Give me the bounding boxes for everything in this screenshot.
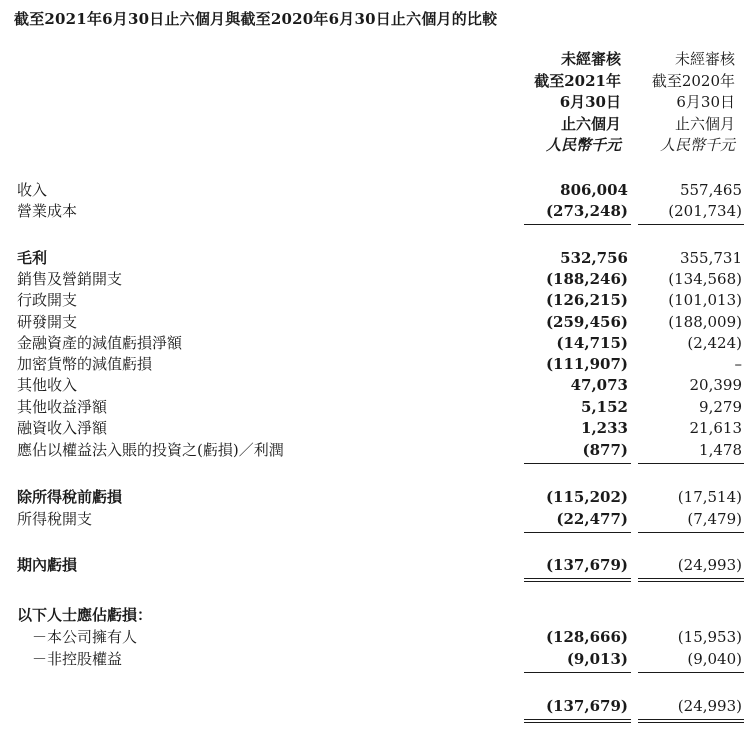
- row-label: 金融資產的減值虧損淨額: [17, 334, 183, 352]
- column-header-line: 6月30日: [559, 93, 621, 111]
- value-2021: 1,233: [581, 419, 628, 437]
- double-underline-rule: [638, 578, 744, 579]
- row-other-gains: [0, 397, 755, 418]
- value-2020: (24,993): [677, 556, 742, 574]
- value-2020: (134,568): [668, 270, 742, 288]
- row-label: 其他收益淨額: [17, 398, 108, 416]
- row-revenue: [0, 180, 755, 201]
- row-loss-before-tax: [0, 487, 755, 508]
- value-2021: 5,152: [581, 398, 628, 416]
- value-2021: (128,666): [545, 628, 628, 646]
- row-owners: [0, 627, 755, 648]
- value-2021: (877): [582, 441, 628, 459]
- column-header-line: 人民幣千元: [545, 136, 621, 154]
- row-label: 研發開支: [17, 313, 78, 331]
- column-header-2020: [617, 49, 735, 157]
- value-2020: –: [734, 355, 742, 373]
- column-header-2021: [503, 49, 621, 157]
- value-2021: (273,248): [545, 202, 628, 220]
- value-2021: 47,073: [570, 376, 628, 394]
- column-header-line: 人民幣千元: [659, 136, 735, 154]
- value-2020: (24,993): [677, 697, 742, 715]
- column-header-line: 止六個月: [560, 114, 621, 133]
- row-label: 行政開支: [17, 291, 78, 309]
- row-label: －本公司擁有人: [32, 628, 138, 646]
- value-2020: 21,613: [689, 419, 742, 437]
- value-2020: 9,279: [699, 398, 742, 416]
- double-underline-rule: [524, 722, 631, 723]
- row-cost-of-revenue: [0, 201, 755, 222]
- page-title: 截至2021年6月30日止六個月與截至2020年6月30日止六個月的比較: [14, 10, 498, 28]
- underline-rule: [638, 672, 744, 673]
- value-2020: (15,953): [677, 628, 742, 646]
- row-admin-expenses: [0, 290, 755, 311]
- double-underline-rule: [638, 719, 744, 720]
- value-2020: 557,465: [679, 181, 742, 199]
- column-header-line: 止六個月: [674, 114, 735, 133]
- row-finance-income: [0, 418, 755, 439]
- value-2021: (259,456): [545, 313, 628, 331]
- value-2020: (9,040): [687, 650, 742, 668]
- row-label: 收入: [17, 181, 48, 199]
- value-2021: (137,679): [545, 697, 628, 715]
- value-2021: (22,477): [556, 510, 628, 528]
- column-header-line: 未經審核: [560, 50, 621, 68]
- value-2020: (201,734): [668, 202, 742, 220]
- row-label: 除所得稅前虧損: [17, 488, 123, 506]
- row-gross-profit: [0, 248, 755, 269]
- section-heading: 以下人士應佔虧損：: [17, 606, 153, 624]
- row-label: 加密貨幣的減值虧損: [17, 355, 153, 373]
- row-label: 其他收入: [17, 376, 78, 394]
- value-2021: (188,246): [545, 270, 628, 288]
- value-2021: 532,756: [560, 249, 628, 267]
- value-2020: 355,731: [679, 249, 742, 267]
- underline-rule: [638, 532, 744, 533]
- column-header-line: 截至2020年: [651, 71, 735, 90]
- value-2021: (126,215): [545, 291, 628, 309]
- row-label: 銷售及營銷開支: [17, 270, 123, 288]
- underline-rule: [524, 224, 631, 225]
- value-2021: 806,004: [560, 181, 628, 199]
- value-2020: (17,514): [677, 488, 742, 506]
- row-equity-method-share: [0, 440, 755, 461]
- row-label: 營業成本: [17, 202, 78, 220]
- underline-rule: [524, 672, 631, 673]
- value-2020: (2,424): [687, 334, 742, 352]
- row-label: 應佔以權益法入賬的投資之(虧損)／利潤: [17, 441, 284, 459]
- value-2020: 1,478: [699, 441, 742, 459]
- row-attributable-heading: [0, 605, 755, 626]
- underline-rule: [638, 463, 744, 464]
- row-rnd-expenses: [0, 312, 755, 333]
- double-underline-rule: [638, 581, 744, 582]
- row-label: 融資收入淨額: [17, 419, 108, 437]
- underline-rule: [524, 463, 631, 464]
- value-2020: 20,399: [689, 376, 742, 394]
- row-label: 所得稅開支: [17, 510, 93, 528]
- underline-rule: [638, 224, 744, 225]
- row-income-tax: [0, 509, 755, 530]
- row-other-income: [0, 375, 755, 396]
- row-non-controlling-interests: [0, 649, 755, 670]
- double-underline-rule: [524, 578, 631, 579]
- row-selling-expenses: [0, 269, 755, 290]
- column-header-line: 未經審核: [674, 50, 735, 68]
- double-underline-rule: [524, 581, 631, 582]
- column-header-line: 6月30日: [676, 93, 735, 111]
- row-total: [0, 696, 755, 717]
- row-loss-for-period: [0, 555, 755, 576]
- value-2020: (101,013): [668, 291, 742, 309]
- underline-rule: [524, 532, 631, 533]
- row-label: 毛利: [17, 249, 48, 267]
- row-label: －非控股權益: [32, 650, 123, 668]
- value-2020: (188,009): [668, 313, 742, 331]
- double-underline-rule: [638, 722, 744, 723]
- value-2021: (137,679): [545, 556, 628, 574]
- double-underline-rule: [524, 719, 631, 720]
- row-financial-asset-impairment: [0, 333, 755, 354]
- value-2021: (115,202): [545, 488, 628, 506]
- row-label: 期內虧損: [17, 556, 78, 574]
- column-header-line: 截至2021年: [534, 71, 621, 90]
- value-2021: (9,013): [566, 650, 628, 668]
- value-2021: (14,715): [556, 334, 628, 352]
- value-2020: (7,479): [687, 510, 742, 528]
- value-2021: (111,907): [545, 355, 628, 373]
- row-crypto-impairment: [0, 354, 755, 375]
